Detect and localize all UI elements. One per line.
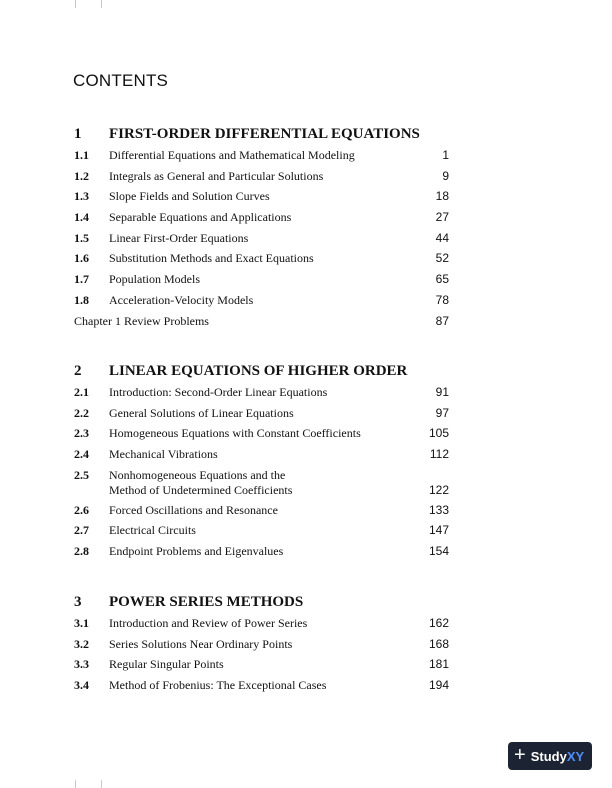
- section-number: 1.8: [74, 292, 89, 307]
- toc-entry[interactable]: [0, 406, 612, 427]
- section-title: Population Models: [109, 272, 201, 287]
- section-page: 52: [435, 251, 449, 266]
- section-title: Introduction: Second-Order Linear Equations: [109, 385, 328, 399]
- section-page: 44: [435, 230, 449, 245]
- section-number: 1.6: [74, 251, 89, 266]
- toc-entry[interactable]: [0, 637, 612, 658]
- section-number: 2.8: [74, 544, 89, 559]
- section-title: Slope Fields and Solution Curves: [109, 189, 270, 204]
- section-title: Endpoint Problems and Eigenvalues: [109, 544, 284, 559]
- section-number: 2.2: [74, 405, 89, 420]
- section-title: Regular Singular Points: [109, 657, 224, 672]
- section-title-line2: Method of Undetermined Coefficients: [109, 482, 293, 497]
- section-number: 1.4: [74, 210, 89, 225]
- section-number: 3.1: [74, 616, 89, 630]
- section-page: 87: [435, 313, 449, 328]
- section-number: 2.5: [74, 467, 89, 482]
- chapter-title: FIRST-ORDER DIFFERENTIAL EQUATIONS: [109, 126, 420, 142]
- section-page: 1: [442, 148, 449, 162]
- chapter-2: [0, 363, 612, 565]
- section-number: 3.3: [74, 657, 89, 672]
- toc-entry[interactable]: [0, 657, 612, 678]
- toc-entry[interactable]: [0, 169, 612, 190]
- toc-entry[interactable]: [0, 616, 612, 637]
- chapter-title: POWER SERIES METHODS: [109, 594, 304, 610]
- section-title: Separable Equations and Applications: [109, 210, 292, 225]
- section-page: 27: [435, 210, 449, 225]
- toc-entry[interactable]: [0, 447, 612, 468]
- chapter-number: 3: [74, 594, 82, 610]
- section-title: Linear First-Order Equations: [109, 230, 249, 245]
- section-page: 105: [428, 426, 449, 441]
- section-title: Integrals as General and Particular Solutions: [109, 168, 324, 183]
- section-title: Nonhomogeneous Equations and the: [109, 467, 286, 482]
- section-page: 18: [435, 189, 449, 204]
- chapter-number: 2: [74, 363, 82, 379]
- section-number: 2.7: [74, 523, 89, 538]
- section-number: 2.1: [74, 385, 89, 399]
- section-page: 168: [428, 636, 449, 651]
- section-page: 97: [435, 405, 449, 420]
- section-title: Differential Equations and Mathematical Modeling: [109, 148, 355, 162]
- section-page: 154: [428, 544, 449, 559]
- section-page: 147: [428, 523, 449, 538]
- toc-entry[interactable]: [0, 523, 612, 544]
- toc-entry[interactable]: [0, 189, 612, 210]
- section-title: General Solutions of Linear Equations: [109, 405, 294, 420]
- brand-name: Study: [530, 748, 567, 764]
- section-number: 2.6: [74, 502, 89, 517]
- section-page: 133: [428, 502, 449, 517]
- scan-mark: [101, 0, 102, 8]
- section-number: 2.4: [74, 447, 89, 462]
- toc-entry[interactable]: [0, 468, 612, 503]
- brand-accent: XY: [566, 748, 585, 764]
- section-title: Acceleration-Velocity Models: [109, 292, 254, 307]
- section-page: 181: [428, 657, 449, 672]
- chapter-heading: [0, 126, 612, 148]
- section-page: 122: [428, 482, 449, 497]
- section-number: 1.7: [74, 272, 89, 287]
- section-number: 3.4: [74, 678, 89, 693]
- toc-entry[interactable]: [0, 426, 612, 447]
- toc-entry[interactable]: [0, 293, 612, 314]
- section-title: Mechanical Vibrations: [109, 447, 218, 462]
- studyxy-badge[interactable]: [508, 742, 592, 770]
- toc-entry[interactable]: [0, 385, 612, 406]
- section-page: 194: [428, 678, 449, 693]
- scan-mark: [101, 780, 102, 788]
- section-title: Introduction and Review of Power Series: [109, 616, 308, 630]
- plus-icon: +: [514, 744, 526, 766]
- section-number: 3.2: [74, 636, 89, 651]
- section-title: Homogeneous Equations with Constant Coefficients: [109, 426, 361, 441]
- section-page: 9: [442, 168, 449, 183]
- section-title: Method of Frobenius: The Exceptional Cases: [109, 678, 327, 693]
- toc-entry[interactable]: [0, 503, 612, 524]
- section-number: 2.3: [74, 426, 89, 441]
- chapter-1: [0, 126, 612, 334]
- chapter-3: [0, 594, 612, 699]
- section-title: Series Solutions Near Ordinary Points: [109, 636, 293, 651]
- toc-entry[interactable]: [0, 231, 612, 252]
- section-page: 91: [435, 385, 449, 399]
- chapter-number: 1: [74, 126, 82, 142]
- review-title: Chapter 1 Review Problems: [74, 313, 209, 328]
- section-page: 162: [428, 616, 449, 630]
- section-title: Substitution Methods and Exact Equations: [109, 251, 314, 266]
- toc-entry-review[interactable]: [0, 314, 612, 335]
- toc-entry[interactable]: [0, 148, 612, 169]
- section-page: 65: [435, 272, 449, 287]
- chapter-heading: [0, 594, 612, 616]
- page-title: CONTENTS: [73, 71, 169, 90]
- section-page: 78: [435, 292, 449, 307]
- toc-entry[interactable]: [0, 210, 612, 231]
- section-title: Forced Oscillations and Resonance: [109, 502, 278, 517]
- scan-mark: [75, 0, 76, 8]
- section-number: 1.2: [74, 168, 89, 183]
- toc-entry[interactable]: [0, 251, 612, 272]
- chapter-heading: [0, 363, 612, 385]
- toc-entry[interactable]: [0, 272, 612, 293]
- section-number: 1.1: [74, 148, 89, 162]
- section-title: Electrical Circuits: [109, 523, 196, 538]
- toc-entry[interactable]: [0, 544, 612, 565]
- toc-entry[interactable]: [0, 678, 612, 699]
- section-number: 1.5: [74, 230, 89, 245]
- chapter-title: LINEAR EQUATIONS OF HIGHER ORDER: [109, 363, 408, 379]
- scan-mark: [75, 780, 76, 788]
- section-number: 1.3: [74, 189, 89, 204]
- section-page: 112: [429, 447, 449, 462]
